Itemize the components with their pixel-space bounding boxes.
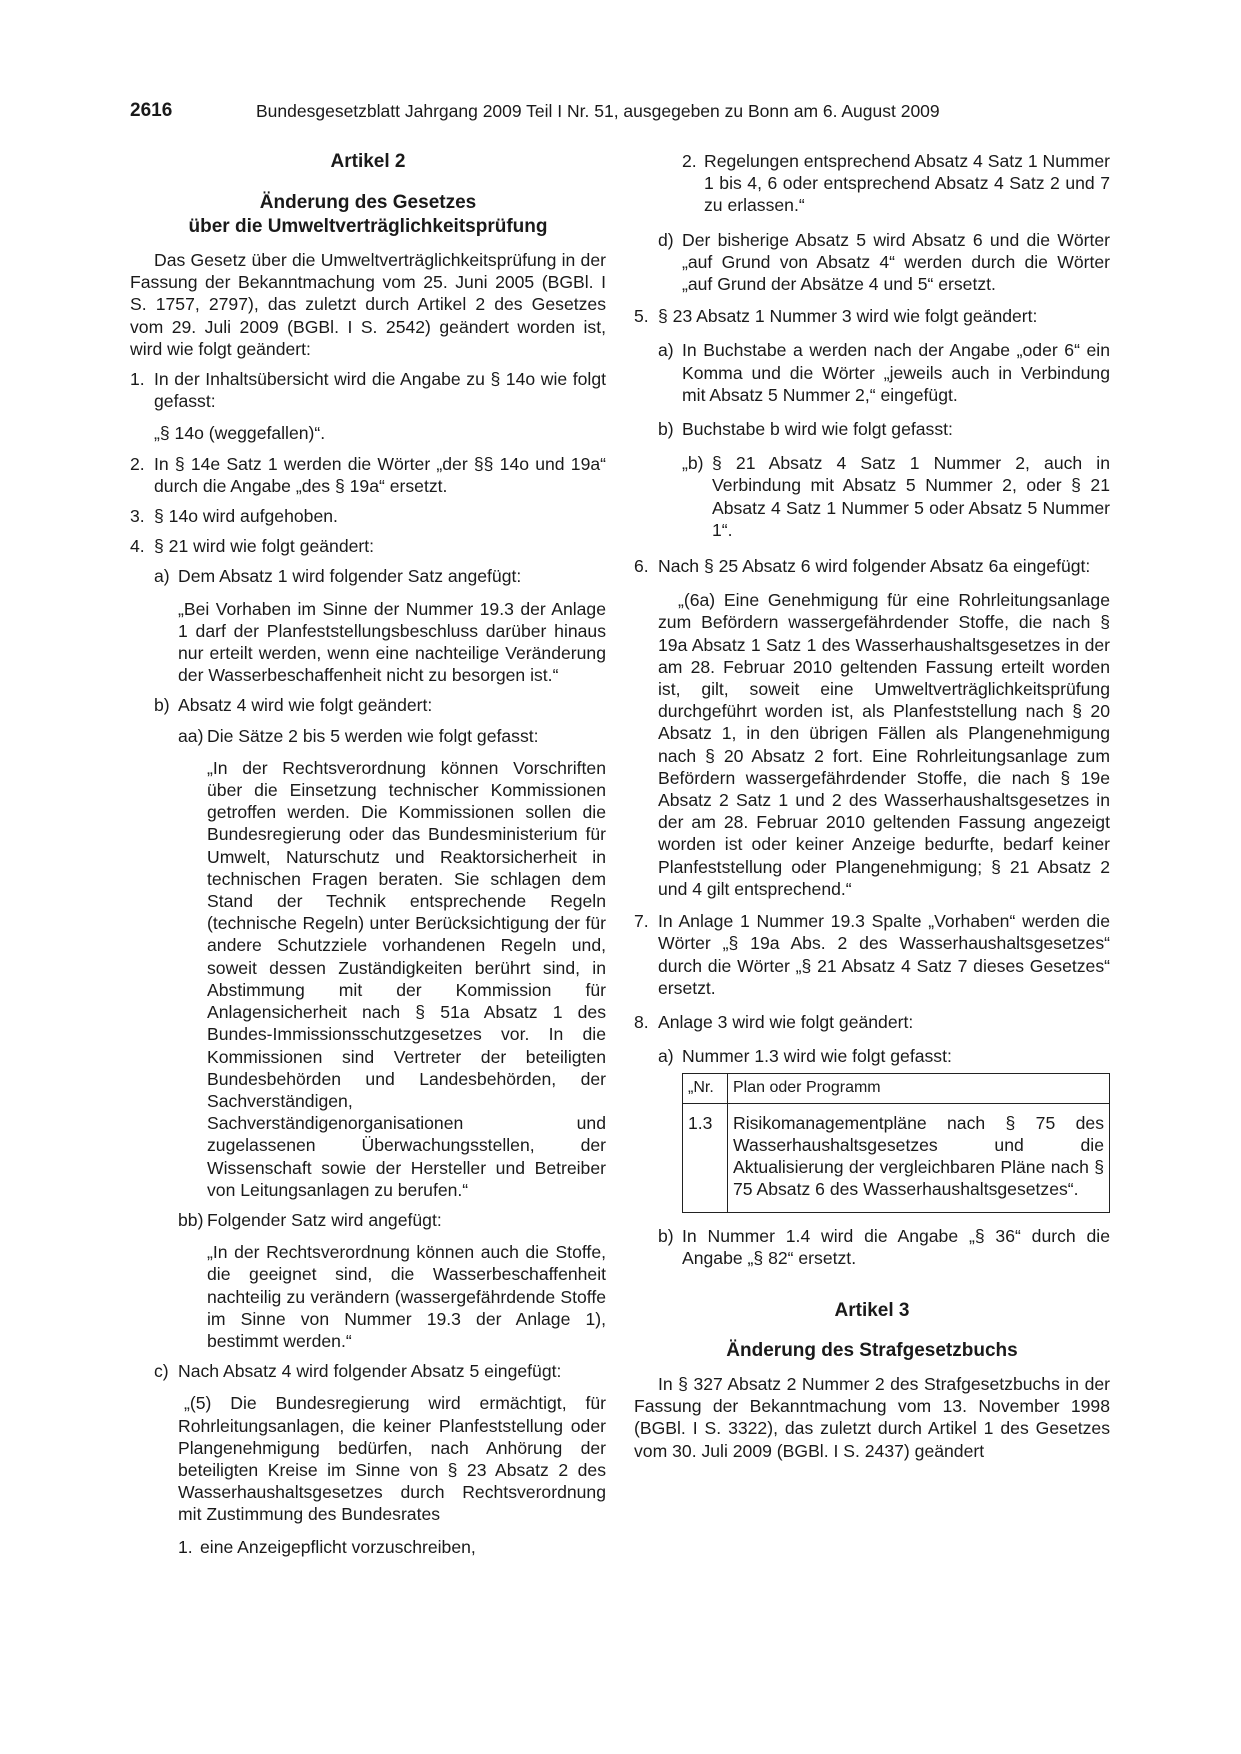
sub-item-label: d) — [658, 229, 674, 250]
sub-sub-item-text: Folgender Satz wird angefügt: — [207, 1209, 442, 1230]
point-text: Regelungen entsprechend Absatz 4 Satz 1 Nummer 1 bis 4, 6 oder entsprechend Absatz 4 Satz 2 und 7 zu erlassen.“ — [704, 151, 1110, 216]
sub-item-b — [154, 694, 606, 1352]
sub-item-text: In Buchstabe a werden nach der Angabe „oder 6“ ein Komma und die Wörter „jeweils auch in Verbindung mit Absatz 5 Nummer 2,“ eingefügt. — [682, 340, 1110, 405]
sub-item-text: Der bisherige Absatz 5 wird Absatz 6 und die Wörter „auf Grund von Absatz 4“ werden durch die Wörter „auf Grund der Absätze 4 und 5“ ersetzt. — [682, 229, 1110, 295]
table-row — [683, 1103, 1110, 1212]
list-item-8 — [634, 1011, 1110, 1269]
sub-item-b — [658, 1225, 1110, 1269]
sub-item-label: b) — [658, 419, 674, 440]
sub-sub-item-quote: „In der Rechtsverordnung können Vorschriften über die Einsetzung technischer Kommissionen getroffen werden. Die Kommissionen sollen die Bundesregierung oder das Bundesministerium für Umwelt, Naturschutz und Reaktorsicherheit in technischen Fragen beraten. Sie schlagen dem Stand der Technik entsprechende Regeln (technische Regeln) unter Berücksichtigung der für andere Schutzziele vorhandenen Regeln und, soweit dessen Zuständigkeiten berührt sind, in Abstimmung mit der Kommission für Anlagensicherheit nach § 51a Absatz 1 des Bundes-Immissionsschutzgesetzes vor. In die Kommissionen sind Vertreter der beteiligten Bundesbehörden und Landesbehörden, der Sachverständigen, Sachverständigenorganisationen und zugelassenen Überwachungsstellen, der Wissenschaft sowie der Hersteller und Betreiber von Leitungsanlagen zu berufen.“ — [207, 757, 606, 1200]
right-column — [634, 150, 1110, 1462]
quote-text: § 21 Absatz 4 Satz 1 Nummer 2, auch in Verbindung mit Absatz 5 Nummer 2, oder § 21 Absatz 4 Satz 1 Nummer 5 oder Absatz 5 Nummer 1“. — [712, 453, 1110, 540]
list-item-1 — [130, 368, 606, 445]
article-2-title: Artikel 2 — [330, 151, 406, 172]
item-number: 4. — [130, 536, 145, 557]
item-text: In der Inhaltsübersicht wird die Angabe zu § 14o wie folgt gefasst: — [154, 369, 606, 412]
sub-item-text: Nummer 1.3 wird wie folgt gefasst: — [682, 1046, 952, 1067]
quote-label: „b) — [682, 453, 704, 474]
sub-item-quote: „(5) Die Bundesregierung wird ermächtigt, für Rohrleitungsanlagen, die keiner Planfeststellung oder Plangenehmigung bedürfen, nach Anhörung der beteiligten Kreise im Sinne von § 23 Absatz 2 des Wasserhaushaltsgesetzes durch Rechtsverordnung mit Zustimmung des Bundesrates — [178, 1393, 606, 1525]
sub-sub-item-quote: „In der Rechtsverordnung können auch die Stoffe, die geeignet sind, die Wasserbeschaffenheit nachteilig zu verändern (wassergefährdende Stoffe im Sinne von Nummer 19.3 der Anlage 1), bestimmt werden.“ — [207, 1242, 606, 1351]
sub-item-label: a) — [658, 340, 674, 361]
sub-item-c-point-2 — [634, 150, 1110, 217]
article-3-subtitle: Änderung des Strafgesetzbuchs — [726, 1339, 1018, 1361]
sub-item-label: a) — [658, 1046, 674, 1067]
item-text: § 14o wird aufgehoben. — [154, 506, 338, 527]
sub-item-a — [658, 339, 1110, 406]
item-number: 1. — [130, 369, 145, 390]
table-header-nr: „Nr. — [683, 1074, 728, 1103]
sub-item-a — [154, 565, 606, 686]
article-3-title: Artikel 3 — [834, 1299, 910, 1321]
sub-item-text: Buchstabe b wird wie folgt gefasst: — [682, 419, 953, 440]
running-title: Bundesgesetzblatt Jahrgang 2009 Teil I Nr. 51, ausgegeben zu Bonn am 6. August 2009 — [256, 101, 940, 121]
article-2-subtitle-line2: über die Umweltverträglichkeitsprüfung — [188, 216, 548, 237]
item-text: Nach § 25 Absatz 6 wird folgender Absatz 6a eingefügt: — [658, 556, 1091, 577]
list-item-7 — [634, 910, 1110, 999]
sub-item-quote: „Bei Vorhaben im Sinne der Nummer 19.3 der Anlage 1 darf der Planfeststellungsbeschluss darüber hinaus nur erteilt werden, wenn eine nachteilige Veränderung der Wasserbeschaffenheit nicht zu besorgen ist.“ — [178, 598, 606, 686]
sub-item-c — [154, 1360, 606, 1558]
point-label: 1. — [178, 1536, 193, 1557]
item-text: In § 14e Satz 1 werden die Wörter „der §§ 14o und 19a“ durch die Angabe „des § 19a“ ersetzt. — [154, 453, 606, 496]
point-text: eine Anzeigepflicht vorzuschreiben, — [200, 1536, 476, 1557]
sub-sub-item-text: Die Sätze 2 bis 5 werden wie folgt gefasst: — [207, 725, 539, 746]
item-number: 8. — [634, 1011, 649, 1032]
item-number: 7. — [634, 911, 649, 932]
list-item-6 — [634, 555, 1110, 900]
sub-sub-item-label: aa) — [178, 725, 204, 746]
sub-item-b — [658, 418, 1110, 541]
sub-item-text: Nach Absatz 4 wird folgender Absatz 5 eingefügt: — [178, 1361, 562, 1382]
sub-item-label: a) — [154, 566, 170, 587]
table-header-row — [683, 1074, 1110, 1103]
sub-item-text: In Nummer 1.4 wird die Angabe „§ 36“ durch die Angabe „§ 82“ ersetzt. — [682, 1225, 1110, 1268]
sub-sub-item-label: bb) — [178, 1209, 204, 1230]
sub-item-c-point-1 — [178, 1536, 606, 1558]
sub-item-text: Dem Absatz 1 wird folgender Satz angefügt: — [178, 566, 522, 587]
article-2-intro: Das Gesetz über die Umweltverträglichkeitsprüfung in der Fassung der Bekanntmachung vom 25. Juni 2005 (BGBl. I S. 1757, 2797), das zuletzt durch Artikel 2 des Gesetzes vom 29. Juli 2009 (BGBl. I S. 2542) geändert worden ist, wird wie folgt geändert: — [130, 250, 606, 359]
sub-item-b-quote — [682, 452, 1110, 541]
sub-sub-item-aa — [178, 725, 606, 1201]
item-text: § 21 wird wie folgt geändert: — [154, 536, 375, 557]
page-number: 2616 — [130, 100, 173, 121]
table-cell-plan: Risikomanagementpläne nach § 75 des Wasserhaushaltsgesetzes und die Aktualisierung der vergleichbaren Pläne nach § 75 Absatz 6 des Wasserhaushaltsgesetzes“. — [728, 1103, 1110, 1212]
item-quote: „(6a) Eine Genehmigung für eine Rohrleitungsanlage zum Befördern wassergefährdender Stoffe, die nach § 19a Absatz 1 Satz 1 des Wasserhaushaltsgesetzes in der am 28. Februar 2010 geltenden Fassung erteilt worden ist, gilt, soweit eine Umweltverträglichkeitsprüfung durchgeführt worden ist, als Planfeststellung nach § 20 Absatz 1, in den übrigen Fällen als Plangenehmigung nach § 20 Absatz 2 fort. Eine Rohrleitungsanlage zum Befördern wassergefährdender Stoffe, die nach § 19e Absatz 2 Satz 1 und 2 des Wasserhaushaltsgesetzes in der am 28. Februar 2010 geltenden Fassung angezeigt worden ist oder keiner Anzeige bedurfte, bedarf keiner Planfeststellung oder Plangenehmigung; § 21 Absatz 2 und 4 gilt entsprechend.“ — [658, 590, 1110, 899]
item-text: In Anlage 1 Nummer 19.3 Spalte „Vorhaben“ werden die Wörter „§ 19a Abs. 2 des Wasserhaushaltsgesetzes“ durch die Wörter „§ 21 Absatz 4 Satz 7 dieses Gesetzes“ ersetzt. — [658, 911, 1110, 998]
table-header-plan: Plan oder Programm — [728, 1074, 1110, 1103]
item-number: 2. — [130, 453, 145, 474]
item-number: 5. — [634, 306, 649, 327]
article-3-intro: In § 327 Absatz 2 Nummer 2 des Strafgesetzbuchs in der Fassung der Bekanntmachung vom 13. November 1998 (BGBl. I S. 3322), das zuletzt durch Artikel 1 des Gesetzes vom 30. Juli 2009 (BGBl. I S. 2437) geändert — [634, 1373, 1110, 1461]
left-column — [130, 150, 606, 1558]
sub-item-d — [634, 229, 1110, 296]
list-item-3 — [130, 505, 606, 527]
sub-sub-item-bb — [178, 1209, 606, 1352]
item-number: 6. — [634, 556, 649, 577]
sub-item-label: b) — [154, 695, 170, 716]
list-item-5 — [634, 305, 1110, 541]
sub-item-a — [658, 1045, 1110, 1212]
sub-item-label: b) — [658, 1225, 674, 1246]
item-text: § 23 Absatz 1 Nummer 3 wird wie folgt geändert: — [658, 306, 1038, 327]
table-cell-nr: 1.3 — [683, 1103, 728, 1212]
point-label: 2. — [682, 151, 697, 171]
sub-item-label: c) — [154, 1361, 169, 1382]
list-item-4 — [130, 535, 606, 1558]
list-item-2 — [130, 453, 606, 497]
sub-item-text: Absatz 4 wird wie folgt geändert: — [178, 695, 433, 716]
item-text: Anlage 3 wird wie folgt geändert: — [658, 1011, 914, 1032]
article-2-subtitle-line1: Änderung des Gesetzes — [259, 192, 477, 213]
amendment-table — [682, 1073, 1110, 1212]
item-number: 3. — [130, 506, 145, 527]
item-quote: „§ 14o (weggefallen)“. — [154, 423, 326, 444]
